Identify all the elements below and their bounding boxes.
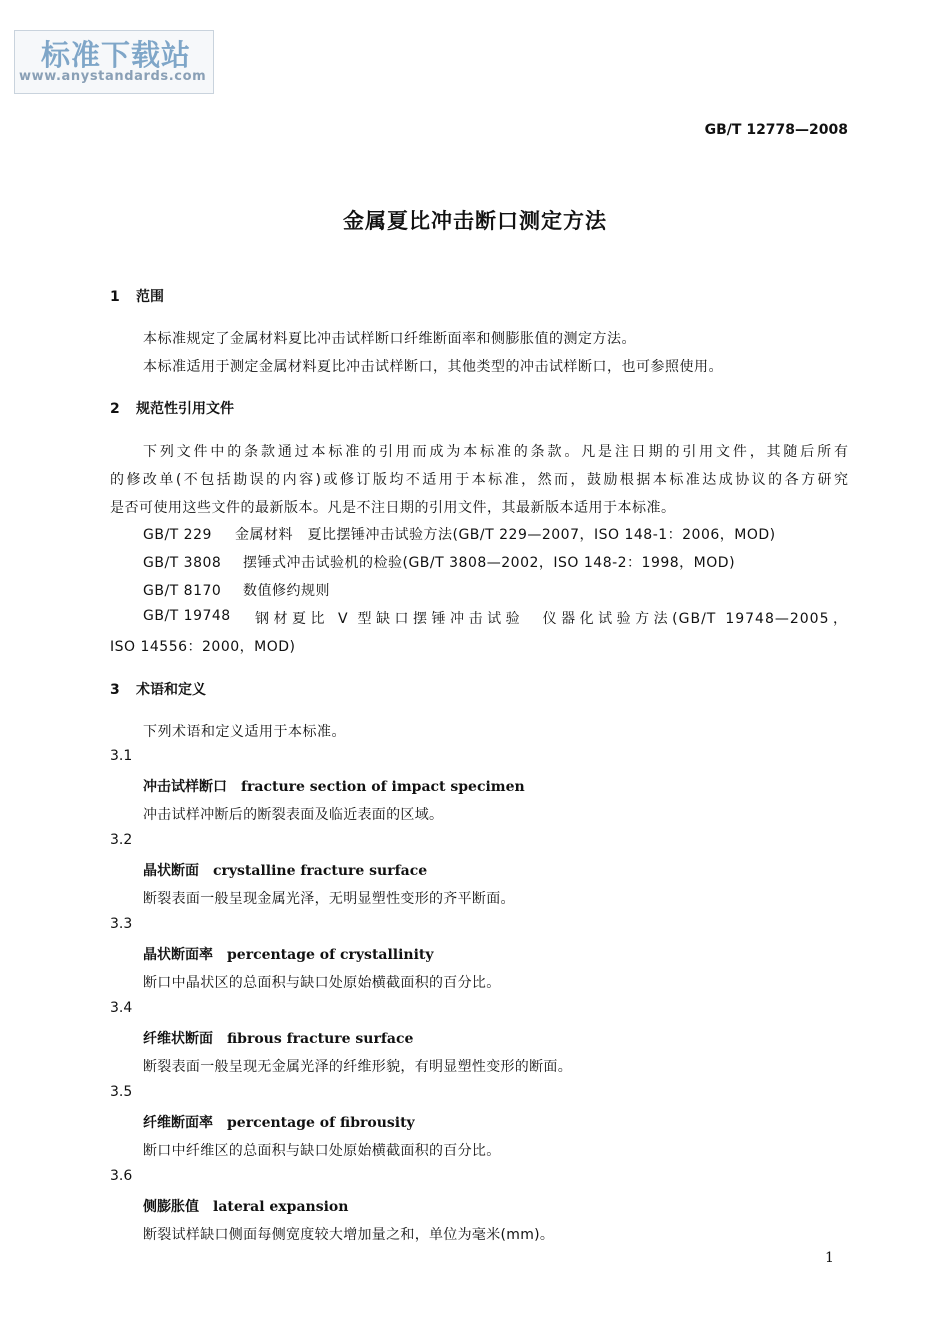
reference-item (143, 580, 330, 600)
section-title: 范围 (136, 289, 164, 305)
term-entry (143, 944, 434, 964)
section-1-heading (110, 286, 164, 306)
term-cn: 纤维状断面 (143, 1031, 213, 1047)
reference-code: GB/T 3808 (143, 555, 222, 571)
term-number: 3.5 (110, 1084, 133, 1100)
reference-code: GB/T 229 (143, 527, 212, 543)
term-cn: 侧膨胀值 (143, 1199, 199, 1215)
reference-item (143, 608, 848, 628)
term-definition: 断口中纤维区的总面积与缺口处原始横截面积的百分比。 (143, 1143, 501, 1159)
document-title: 金属夏比冲击断口测定方法 (343, 209, 607, 233)
section-title: 术语和定义 (136, 682, 206, 698)
term-en: fibrous fracture surface (227, 1031, 414, 1047)
section-number: 2 (110, 401, 120, 417)
standard-code: GB/T 12778—2008 (704, 122, 848, 138)
term-number: 3.1 (110, 748, 133, 764)
paragraph: 本标准规定了金属材料夏比冲击试样断口纤维断面率和侧膨胀值的测定方法。 (143, 331, 636, 347)
term-en: percentage of crystallinity (227, 947, 434, 963)
reference-title: 数值修约规则 (243, 583, 330, 599)
reference-item (143, 524, 776, 544)
term-en: crystalline fracture surface (213, 863, 428, 879)
term-cn: 纤维断面率 (143, 1115, 213, 1131)
term-definition: 断裂表面一般呈现无金属光泽的纤维形貌，有明显塑性变形的断面。 (143, 1059, 572, 1075)
term-cn: 晶状断面 (143, 863, 199, 879)
term-number: 3.3 (110, 916, 133, 932)
section-number: 3 (110, 682, 120, 698)
term-number: 3.4 (110, 1000, 133, 1016)
paragraph: 本标准适用于测定金属材料夏比冲击试样断口，其他类型的冲击试样断口，也可参照使用。 (143, 359, 723, 375)
paragraph-line: 的修改单(不包括勘误的内容)或修订版均不适用于本标准，然而，鼓励根据本标准达成协议的各方研究 (110, 472, 848, 488)
page-number: 1 (825, 1250, 834, 1266)
term-en: lateral expansion (213, 1199, 349, 1215)
reference-continuation: ISO 14556：2000，MOD) (110, 639, 296, 655)
section-2-heading (110, 398, 234, 418)
paragraph-line: 下列文件中的条款通过本标准的引用而成为本标准的条款。凡是注日期的引用文件，其随后所有 (143, 444, 848, 460)
term-cn: 冲击试样断口 (143, 779, 227, 795)
term-entry (143, 1112, 415, 1132)
reference-code: GB/T 8170 (143, 583, 222, 599)
section-number: 1 (110, 289, 120, 305)
paragraph: 下列术语和定义适用于本标准。 (143, 724, 346, 740)
reference-item (143, 552, 735, 572)
term-entry (143, 776, 525, 796)
reference-title: 摆锤式冲击试验机的检验(GB/T 3808—2002，ISO 148-2：1998，MOD) (243, 555, 736, 571)
watermark-logo (14, 30, 214, 94)
term-entry (143, 1196, 348, 1216)
term-definition: 断裂表面一般呈现金属光泽，无明显塑性变形的齐平断面。 (143, 891, 515, 907)
term-definition: 冲击试样冲断后的断裂表面及临近表面的区域。 (143, 807, 444, 823)
watermark-url: www.anystandards.com (19, 69, 207, 84)
term-number: 3.2 (110, 832, 133, 848)
term-en: fracture section of impact specimen (241, 779, 525, 795)
term-definition: 断口中晶状区的总面积与缺口处原始横截面积的百分比。 (143, 975, 501, 991)
term-entry (143, 860, 427, 880)
section-3-heading (110, 679, 206, 699)
reference-code: GB/T 19748 (143, 608, 231, 624)
term-number: 3.6 (110, 1168, 133, 1184)
term-cn: 晶状断面率 (143, 947, 213, 963)
term-entry (143, 1028, 413, 1048)
paragraph-line: 是否可使用这些文件的最新版本。凡是不注日期的引用文件，其最新版本适用于本标准。 (110, 500, 676, 516)
reference-title: 钢材夏比 V 型缺口摆锤冲击试验 仪器化试验方法(GB/T 19748—2005， (255, 611, 848, 627)
watermark-name: 标准下载站 (41, 38, 192, 72)
section-title: 规范性引用文件 (136, 401, 234, 417)
reference-title: 金属材料 夏比摆锤冲击试验方法(GB/T 229—2007，ISO 148-1：2006，MOD) (235, 527, 776, 543)
term-en: percentage of fibrousity (227, 1115, 415, 1131)
term-definition: 断裂试样缺口侧面每侧宽度较大增加量之和，单位为毫米(mm)。 (143, 1227, 555, 1243)
